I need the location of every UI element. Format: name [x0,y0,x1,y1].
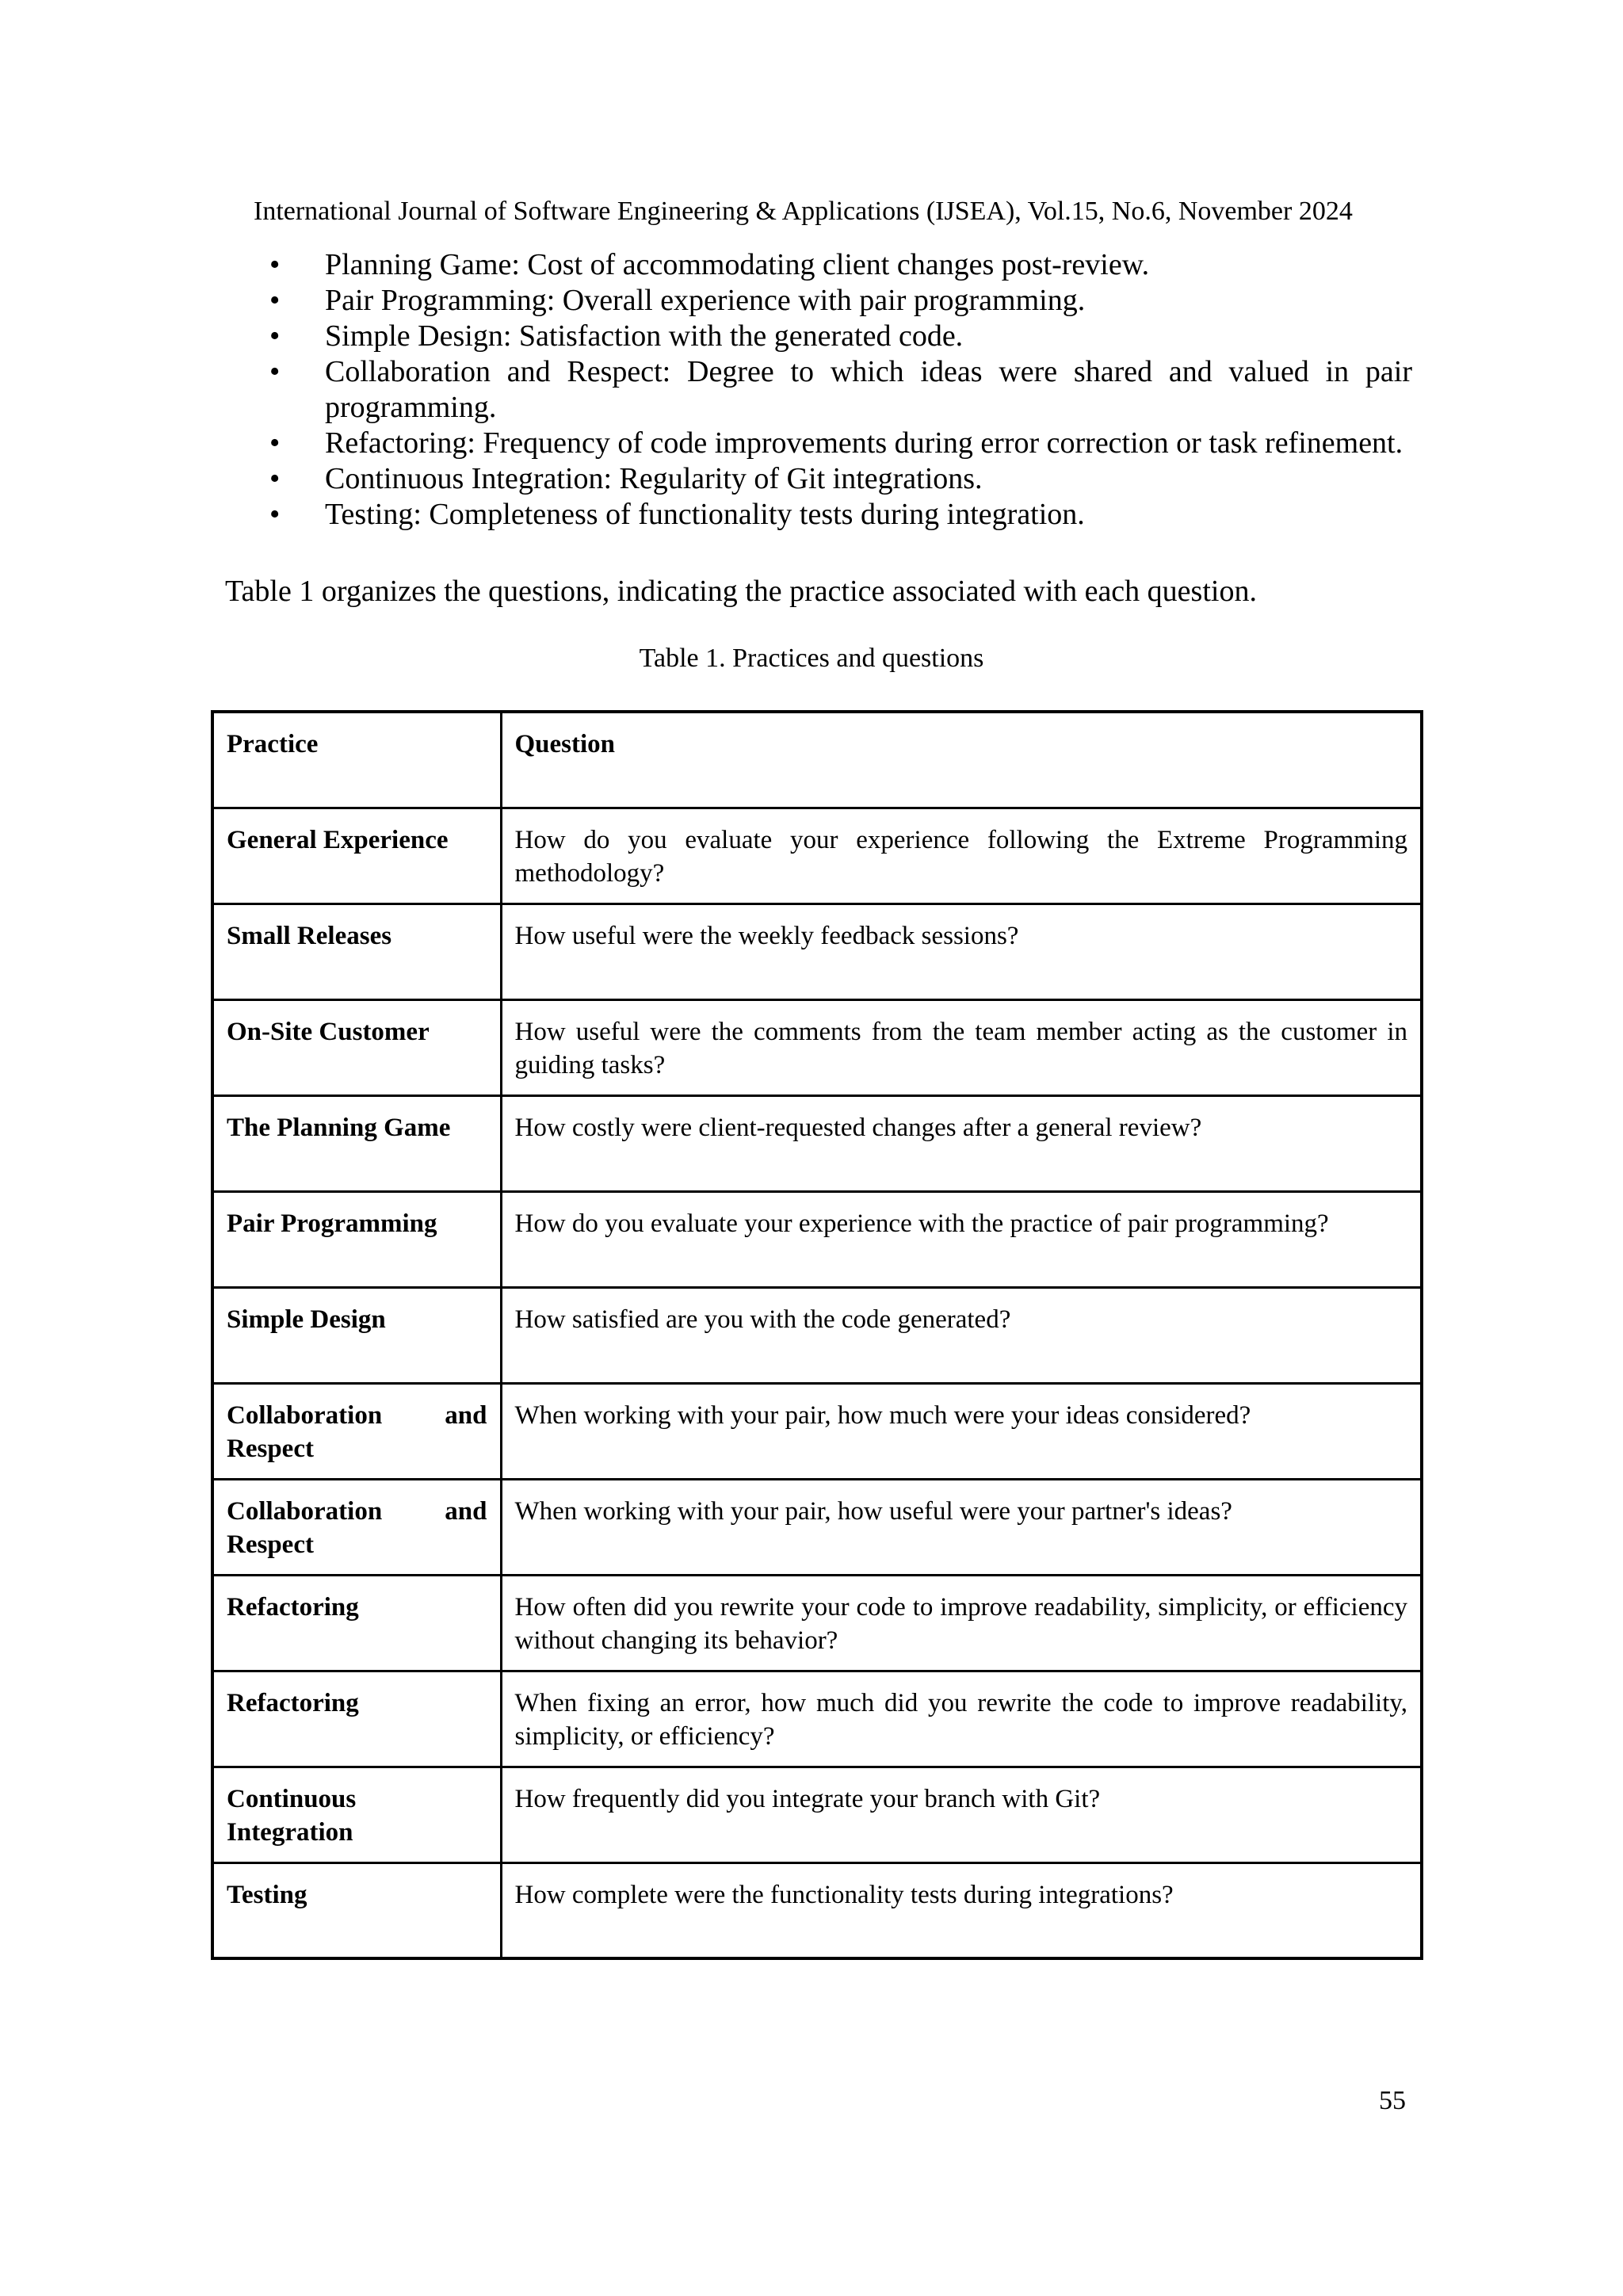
table-row [212,904,1422,999]
list-item: • Collaboration and Respect: Degree to which ideas were shared and valued in pair programming. [254,354,1412,426]
practice-cell: Refactoring [212,1671,501,1767]
question-cell: How satisfied are you with the code generated? [501,1287,1422,1383]
practice-cell: General Experience [212,808,501,904]
practice-cell: Refactoring [212,1575,501,1671]
list-item: • Pair Programming: Overall experience with pair programming. [254,283,1412,319]
table-row [212,808,1422,904]
question-cell: How useful were the weekly feedback sessions? [501,904,1422,999]
table-row [212,1767,1422,1862]
practice-cell: Simple Design [212,1287,501,1383]
table-row [212,1575,1422,1671]
question-cell: How frequently did you integrate your branch with Git? [501,1767,1422,1862]
question-cell: How useful were the comments from the team member acting as the customer in guiding tasks? [501,999,1422,1095]
table-header-row [212,712,1422,808]
list-item: • Testing: Completeness of functionality tests during integration. [254,497,1412,533]
table-row [212,1671,1422,1767]
practice-column-header: Practice [212,712,501,808]
practice-cell: Continuous Integration [212,1767,501,1862]
practice-cell: Testing [212,1862,501,1958]
practice-cell: Pair Programming [212,1191,501,1287]
question-cell: When working with your pair, how useful were your partner's ideas? [501,1479,1422,1575]
question-cell: How complete were the functionality tests during integrations? [501,1862,1422,1958]
practice-cell: On-Site Customer [212,999,501,1095]
list-item: • Refactoring: Frequency of code improvements during error correction or task refinement. [254,426,1412,461]
intro-paragraph: Table 1 organizes the questions, indicating the practice associated with each question. [225,575,1257,608]
journal-header: International Journal of Software Engineering & Applications (IJSEA), Vol.15, No.6, November 2024 [254,197,1353,226]
question-cell: How do you evaluate your experience with the practice of pair programming? [501,1191,1422,1287]
question-cell: When working with your pair, how much were your ideas considered? [501,1383,1422,1479]
practice-cell: Small Releases [212,904,501,999]
table-row [212,1287,1422,1383]
question-cell: How costly were client-requested changes after a general review? [501,1095,1422,1191]
question-cell: How often did you rewrite your code to improve readability, simplicity, or efficiency without changing its behavior? [501,1575,1422,1671]
question-cell: When fixing an error, how much did you rewrite the code to improve readability, simplicity, or efficiency? [501,1671,1422,1767]
table-row [212,1862,1422,1958]
table-row [212,1191,1422,1287]
table-row [212,1383,1422,1479]
practices-questions-table [211,710,1423,1960]
table-row [212,1095,1422,1191]
practice-cell: The Planning Game [212,1095,501,1191]
practice-bullet-list [254,247,1412,533]
page-number: 55 [1379,2086,1406,2115]
practice-cell: Collaboration and Respect [212,1479,501,1575]
table-row [212,999,1422,1095]
list-item: • Continuous Integration: Regularity of Git integrations. [254,461,1412,497]
practice-cell: Collaboration and Respect [212,1383,501,1479]
list-item: • Simple Design: Satisfaction with the generated code. [254,319,1412,354]
table-row [212,1479,1422,1575]
table-caption: Table 1. Practices and questions [639,644,984,673]
question-column-header: Question [501,712,1422,808]
list-item: • Planning Game: Cost of accommodating client changes post-review. [254,247,1412,283]
question-cell: How do you evaluate your experience following the Extreme Programming methodology? [501,808,1422,904]
